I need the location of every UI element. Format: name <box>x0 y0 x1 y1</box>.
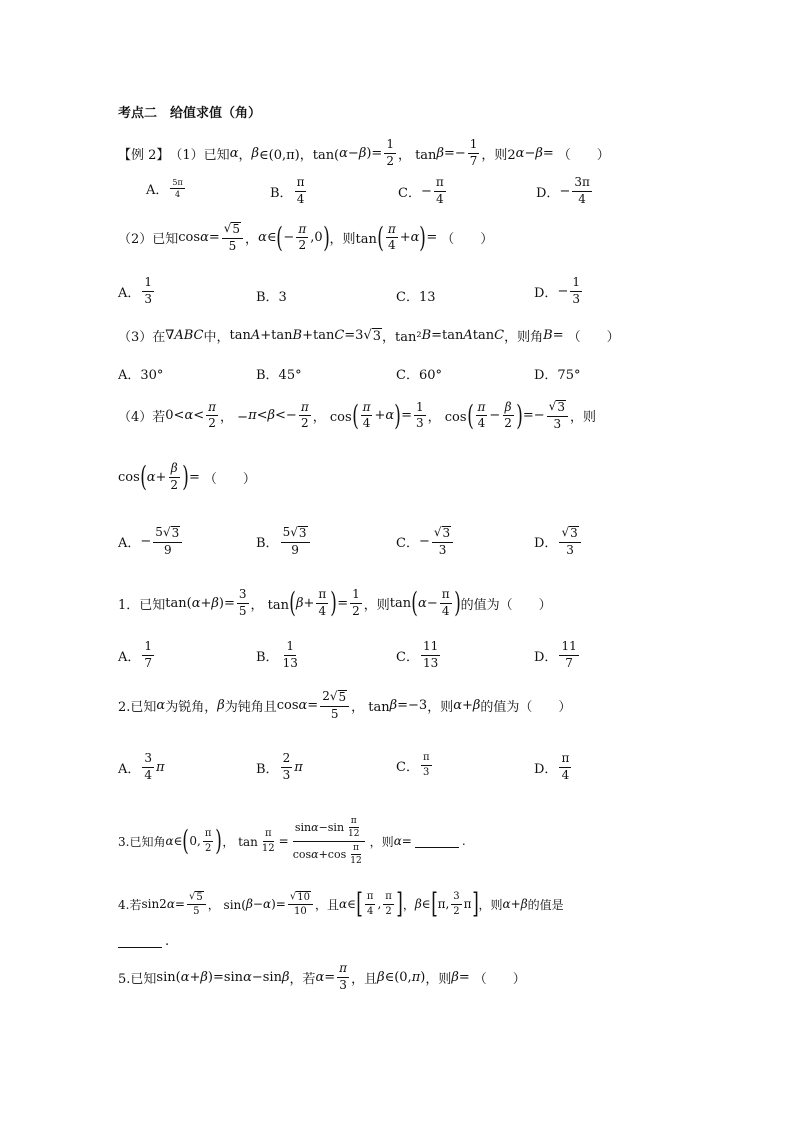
q2-option-d: D． $\frac{\pi}{4}$ <box>534 751 570 782</box>
example-2-option-b: B．3 <box>256 290 287 305</box>
section-heading: 考点二 给值求值（角） <box>118 106 262 121</box>
question-4: 4.若 sin2 α = √ 5 5 ， sin( β − α )= √ 10 10 ，且 α ∈ [ $\frac{\pi}{4}$ , $\frac{\pi}{2}$ ] ， β ∈ [ π, $\frac{3}{2}$ π ] ，则 α + β 的值是 <box>118 887 564 920</box>
q2-option-b: B． $\frac{2}{3}$ π <box>256 751 303 782</box>
example-3-option-d: D．75° <box>534 368 581 383</box>
q2-option-c: C． $\frac{\pi}{3}$ <box>396 752 430 778</box>
question-2: 2.已知 α 为锐角， β 为钝角且 cos α = 2√ 5 5 ， tan β =−3 ，则 α + β 的值为（ ） <box>118 689 572 721</box>
example-2-option-d: D． − $\frac{1}{3}$ <box>534 275 580 306</box>
example-4-option-a: A． − 5√ 3 9 <box>118 526 184 558</box>
example-2-option-a: A． $\frac{1}{3}$ <box>118 275 153 306</box>
part-1-prefix: （1）已知 <box>169 147 230 163</box>
question-3: 3.已知角 α ∈ ( 0, $\frac{\pi}{2}$ ) ， tan $\frac{\pi}{12}$ = sinα−sin $\frac{\pi}{12}$ cosα+cos $\frac{\pi}{12}$ ，则 α = . <box>118 816 466 867</box>
example-3-option-c: C．60° <box>396 368 442 383</box>
q2-option-a: A． $\frac{3}{4}$ π <box>118 751 165 782</box>
example-3-option-a: A．30° <box>118 368 164 383</box>
example-1-option-b: B． $\frac{\pi}{4}$ <box>270 175 305 206</box>
example-2-part-4: （4）若 0< α < $\frac{\pi}{2}$ ， − π < β <− $\frac{\pi}{2}$ ， cos ( $\frac{\pi}{4}$ + α ) = $\frac{1}{3}$ ， cos ( $\frac{\pi}{4}$ − $\frac{\beta}{2}$ ) =− √ 3 3 ，则 <box>118 398 596 432</box>
q4-answer-blank[interactable] <box>118 935 162 948</box>
example-2-option-c: C．13 <box>396 290 436 305</box>
example-1-option-c: C． − $\frac{\pi}{4}$ <box>398 175 444 206</box>
question-1: 1．已知 tan( α + β )= $\frac{3}{5}$ ， tan ( β + $\frac{\pi}{4}$ ) = $\frac{1}{2}$ ，则 tan ( α − $\frac{\pi}{4}$ ) 的值为（ ） <box>118 586 552 620</box>
example-4-option-b: B． 5√ 3 9 <box>256 526 312 558</box>
example-2-part-1: 【例 2】 （1）已知 α ， β ∈(0,π)，tan( α − β )= $\frac{1}{2}$ ， tan β =− $\frac{1}{7}$ ，则2 α − β = （ ） <box>118 137 610 168</box>
answer-paren: （ ） <box>557 147 610 163</box>
example-2-part-4-continued: cos ( α + $\frac{\beta}{2}$ ) = （ ） <box>118 460 256 494</box>
q1-option-c: C． $\frac{11}{13}$ <box>396 639 439 670</box>
example-1-option-d: D． − $\frac{3\pi}{4}$ <box>536 175 590 206</box>
q1-option-d: D． $\frac{11}{7}$ <box>534 639 577 670</box>
example-2-part-2: （2）已知 cos α = √ 5 5 ， α ∈ ( − $\frac{\pi}{2}$ ,0 ) ，则tan ( $\frac{\pi}{4}$ + α ) = （ ） <box>118 220 494 254</box>
example-1-option-a: A． $\frac{5\pi}{4}$ <box>146 178 183 200</box>
example-4-option-c: C． − √ 3 3 <box>396 526 455 558</box>
question-5: 5.已知 sin( α + β )=sin α −sin β ，若 α = $\frac{\pi}{3}$ ，且 β ∈(0, π ) ，则 β = （ ） <box>118 961 526 992</box>
example-2-part-3: （3）在 ∇ABC 中， tan A +tan B +tan C =3 √ 3 ，tan² B =tan A tan C ，则角 B = （ ） <box>118 327 620 345</box>
example-3-option-b: B．45° <box>256 368 302 383</box>
question-4-answer-line: . <box>118 934 169 949</box>
q1-option-b: B． $\frac{1}{13}$ <box>256 639 298 670</box>
example-4-option-d: D． √ 3 3 <box>534 526 583 558</box>
example-label: 【例 2】 <box>118 147 170 163</box>
q3-answer-blank[interactable] <box>415 835 459 848</box>
q1-option-a: A． $\frac{1}{7}$ <box>118 639 153 670</box>
